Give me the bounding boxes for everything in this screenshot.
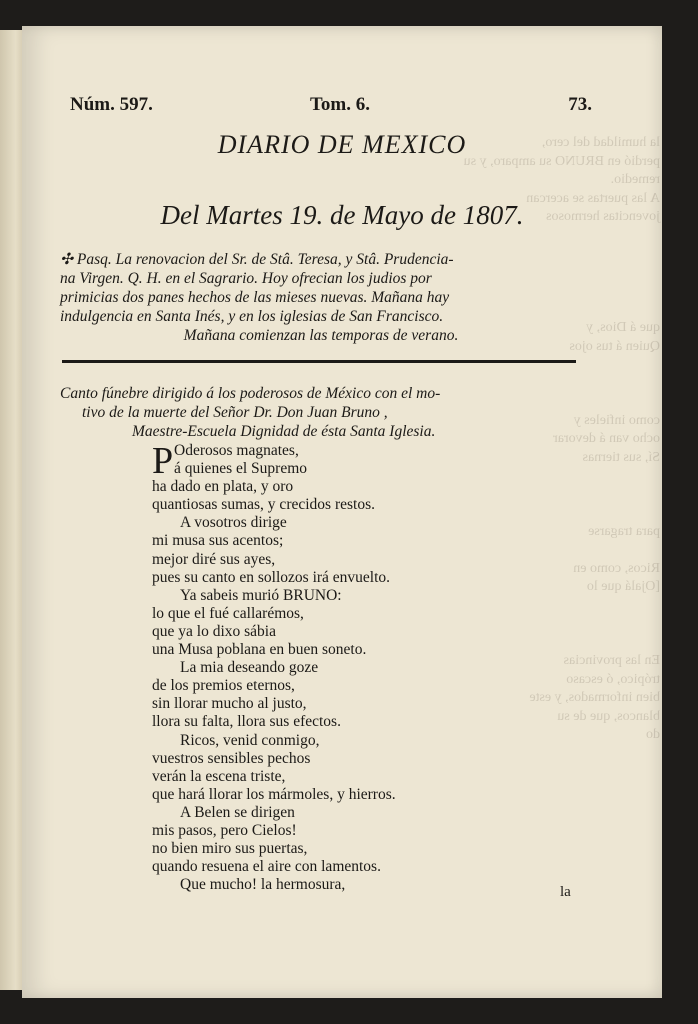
poem-line: quando resuena el aire con lamentos. (152, 858, 381, 876)
poem-line: pues su canto en sollozos irá envuelto. (152, 568, 391, 586)
notice-line: Mañana comienzan las temporas de verano. (183, 327, 459, 344)
poem-line: mi musa sus acentos; (152, 532, 284, 550)
left-page-edge (0, 30, 22, 990)
catchword: la (560, 884, 571, 900)
poem-line: mejor diré sus ayes, (152, 550, 276, 568)
bleed-through-text: la humildad del cero, perdió en BRUNO su amparo, y su remedio. A las puertas se acercan jovencitas hermosos que á Dios, y Quien á tus ojos como infieles y ocho van á devorar Sí, sus tiernas para tragarse Ricos, como en [Ojalá que lo En las provincias trópico, ó escaso bien informados, y este blancos, que de su do (463, 135, 660, 742)
running-header (70, 94, 592, 120)
poem-line: Oderosos magnates, (174, 442, 299, 459)
poem-line: que ya lo dixo sábia (152, 622, 276, 640)
poem-line: que hará llorar los mármoles, y hierros. (152, 785, 396, 803)
poem-line: no bien miro sus puertas, (152, 840, 308, 858)
page-number: 73. (568, 94, 592, 115)
poem-line: ha dado en plata, y oro (152, 478, 294, 496)
notice-line: na Virgen. Q. H. en el Sagrario. Hoy ofrecian los judios por (60, 270, 432, 287)
poem-body (152, 442, 582, 894)
poem-line: Que mucho! la hermosura, (180, 876, 346, 894)
poem-line: lo que el fué callarémos, (152, 604, 304, 622)
poem-line: mis pasos, pero Cielos! (152, 821, 297, 839)
poem-line: sin llorar mucho al justo, (152, 695, 307, 713)
caption-line: tivo de la muerte del Señor Dr. Don Juan Bruno , (82, 404, 388, 421)
poem-line: La mia deseando goze (180, 659, 319, 677)
poem-line: A Belen se dirigen (180, 803, 295, 821)
poem-line: de los premios eternos, (152, 677, 295, 695)
poem-line: Ricos, venid conmigo, (180, 731, 320, 749)
poem-line: Ya sabeis murió BRUNO: (180, 586, 342, 604)
poem-caption (60, 384, 582, 441)
issue-date: Del Martes 19. de Mayo de 1807. (160, 200, 524, 230)
poem-line: verán la escena triste, (152, 767, 286, 785)
drop-cap: P (152, 440, 174, 482)
poem-line: quantiosas sumas, y crecidos restos. (152, 496, 375, 514)
poem-line: á quienes el Supremo (174, 460, 308, 478)
poem-line: llora su falta, llora sus efectos. (152, 713, 341, 731)
section-divider (62, 360, 576, 363)
notice-line: primicias dos panes hechos de las mieses nuevas. Mañana hay (60, 289, 450, 306)
caption-line: Canto fúnebre dirigido á los poderosos de México con el mo- (60, 385, 441, 402)
caption-line: Maestre-Escuela Dignidad de ésta Santa Iglesia. (132, 423, 436, 440)
volume-label: Tom. 6. (310, 94, 371, 115)
newspaper-page (22, 26, 662, 998)
newspaper-title: DIARIO DE MEXICO (217, 130, 467, 159)
poem-line: A vosotros dirige (180, 514, 287, 532)
religious-notice (60, 250, 582, 345)
poem-line: vuestros sensibles pechos (152, 749, 311, 767)
notice-line: ✣ Pasq. La renovacion del Sr. de Stâ. Teresa, y Stâ. Prudencia- (60, 251, 454, 268)
issue-number: Núm. 597. (70, 94, 153, 115)
notice-line: indulgencia en Santa Inés, y en los iglesias de San Francisco. (60, 308, 444, 325)
poem-line: una Musa poblana en buen soneto. (152, 641, 367, 659)
